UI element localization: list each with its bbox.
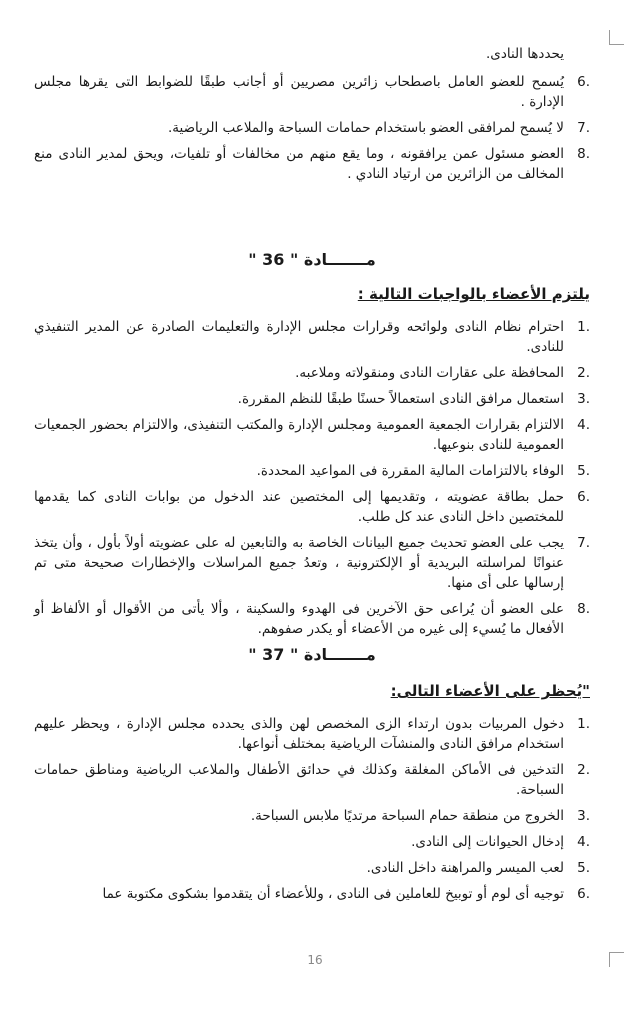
item-number: 7. <box>577 535 590 551</box>
item-number: 6. <box>577 886 590 902</box>
article-36-heading: يلتزم الأعضاء بالواجبات التالية : <box>357 285 590 303</box>
item-number: 4. <box>577 834 590 850</box>
list-item <box>34 858 590 878</box>
item-number: 5. <box>577 463 590 479</box>
list-item <box>34 144 590 184</box>
list-item <box>34 884 590 904</box>
item-number: 2. <box>577 762 590 778</box>
list-item <box>34 806 590 826</box>
item-number: 1. <box>577 716 590 732</box>
item-text: على العضو أن يُراعى حق الآخرين فى الهدوء والسكينة ، وألا يأتى من الأقوال أو الألفاظ أو الأفعال ما يُسيء إلى غيره من الأعضاء أو يكدر صفوهم. <box>34 601 564 637</box>
item-text: يُسمح للعضو العامل باصطحاب زائرين مصريين أو أجانب طبقًا للضوابط التى يقرها مجلس الإدارة . <box>34 74 564 110</box>
item-text: الخروج من منطقة حمام السباحة مرتديًا ملابس السباحة. <box>250 808 564 824</box>
article-37-title: مـــــــادة " 37 " <box>248 645 376 664</box>
page-number: 16 <box>307 953 323 967</box>
item-text: حمل بطاقة عضويته ، وتقديمها إلى المختصين عند الدخول من بوابات النادى كما يقدمها للمختصين داخل النادى عند كل طلب. <box>34 489 564 525</box>
item-number: 6. <box>577 74 590 90</box>
item-number: 2. <box>577 365 590 381</box>
list-item <box>34 317 590 357</box>
article-37 <box>34 645 590 904</box>
item-number: 3. <box>577 391 590 407</box>
item-text: يجب على العضو تحديث جميع البيانات الخاصة به والتابعين له على عضويته أولاً بأول ، وأن يتخذ عنوانًا لمراسلته البريدية أو الإلكترونية ، وتعدُ جميع المراسلات والإخطارات صحيحة متى تم إرسالها على أى منها. <box>34 535 564 591</box>
article-36 <box>34 250 590 639</box>
list-item <box>34 389 590 409</box>
item-number: 3. <box>577 808 590 824</box>
list-item <box>34 760 590 800</box>
list-item <box>34 118 590 138</box>
top-list <box>34 72 590 184</box>
item-number: 7. <box>577 120 590 136</box>
item-text: العضو مسئول عمن يرافقونه ، وما يقع منهم من مخالفات أو تلفيات، ويحق لمدير النادى منع المخالف من الزائرين من ارتياد النادي . <box>34 146 564 182</box>
crop-mark-top-right <box>609 30 624 45</box>
list-item <box>34 533 590 593</box>
list-item <box>34 72 590 112</box>
item-text: الالتزام بقرارات الجمعية العمومية ومجلس الإدارة والمكتب التنفيذى، والالتزام بحضور الجمعيات العمومية للنادى بنوعيها. <box>34 417 564 453</box>
item-text: استعمال مرافق النادى استعمالاً حسنًا طبقًا للنظم المقررة. <box>237 391 564 407</box>
item-number: 1. <box>577 319 590 335</box>
list-item <box>34 461 590 481</box>
article-37-heading: "يُحظر على الأعضاء التالى: <box>390 682 590 700</box>
article-36-title: مـــــــادة " 36 " <box>248 250 376 269</box>
item-number: 8. <box>577 601 590 617</box>
item-text: لعب الميسر والمراهنة داخل النادى. <box>366 860 564 876</box>
item-text: التدخين فى الأماكن المغلقة وكذلك في حدائق الأطفال والملاعب الرياضية ومناطق حمامات السباحة. <box>34 762 564 798</box>
item-number: 6. <box>577 489 590 505</box>
list-item <box>34 832 590 852</box>
item-text: المحافظة على عقارات النادى ومنقولاته وملاعبه. <box>295 365 564 381</box>
item-text: توجيه أى لوم أو توبيخ للعاملين فى النادى ، وللأعضاء أن يتقدموا بشكوى مكتوبة عما <box>102 886 564 902</box>
list-item <box>34 363 590 383</box>
list-item <box>34 714 590 754</box>
item-text: احترام نظام النادى ولوائحه وقرارات مجلس الإدارة والتعليمات الصادرة عن المدير التنفيذي للنادى. <box>34 319 564 355</box>
item-number: 8. <box>577 146 590 162</box>
item-number: 4. <box>577 417 590 433</box>
item-text: لا يُسمح لمرافقى العضو باستخدام حمامات السباحة والملاعب الرياضية. <box>167 120 564 136</box>
continuation-line: يحددها النادى. <box>485 46 564 62</box>
list-item <box>34 415 590 455</box>
page-content <box>34 44 590 910</box>
item-text: الوفاء بالالتزامات المالية المقررة فى المواعيد المحددة. <box>256 463 564 479</box>
item-number: 5. <box>577 860 590 876</box>
item-text: دخول المربيات بدون ارتداء الزى المخصص لهن والذى يحدده مجلس الإدارة ، ويحظر عليهم استخدام مرافق النادى والمنشآت الرياضية بمختلف أنواعها. <box>34 716 564 752</box>
list-item <box>34 599 590 639</box>
list-item <box>34 487 590 527</box>
item-text: إدخال الحيوانات إلى النادى. <box>411 834 564 850</box>
